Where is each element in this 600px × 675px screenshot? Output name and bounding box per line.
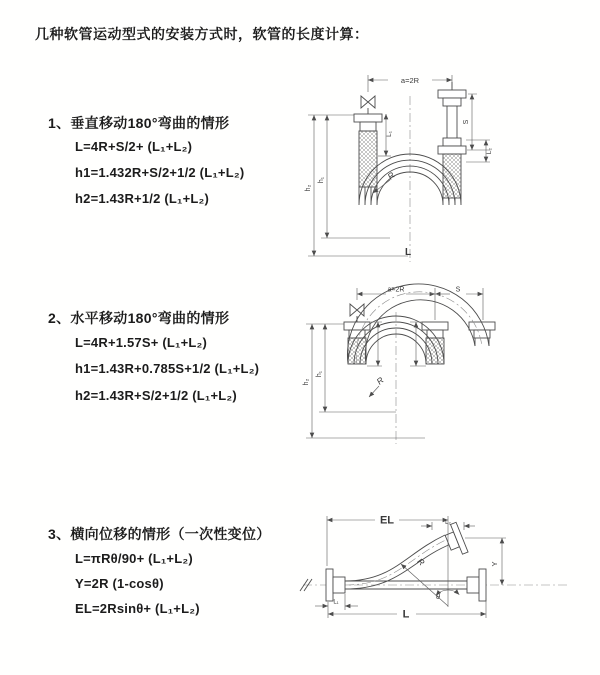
section-2-formula-L: L=4R+1.57S+ (L₁+L₂)	[75, 335, 208, 350]
valve-symbol	[361, 96, 375, 108]
section-3-formula-L: L=πRθ/90+ (L₁+L₂)	[75, 551, 193, 566]
section-1-formula-L: L=4R+S/2+ (L₁+L₂)	[75, 139, 193, 154]
dim-h1-label: h₁	[318, 176, 325, 184]
hose-displaced	[345, 522, 468, 589]
braided-hose-left	[359, 131, 377, 187]
section-2-formula-h1: h1=1.43R+0.785S+1/2 (L₁+L₂)	[75, 361, 260, 376]
left-flange	[326, 569, 345, 601]
braided-hose-middle	[426, 338, 444, 364]
dim-h2-label: h₂	[303, 378, 310, 386]
dim-y-label: Y	[490, 561, 499, 567]
radius-callout	[369, 375, 386, 397]
dim-a2r-label: a=2R	[400, 75, 420, 85]
dim-l2-label: L₂	[486, 147, 493, 155]
radius-label: R	[385, 169, 397, 182]
section-1-formula-h1: h1=1.432R+S/2+1/2 (L₁+L₂)	[75, 165, 245, 180]
length-label: L	[404, 247, 412, 258]
dim-l1-label: L₁	[333, 599, 339, 606]
dim-el-label: EL	[379, 514, 395, 527]
section-3-formula-Y: Y=2R (1-cosθ)	[75, 576, 164, 591]
right-fitting	[438, 82, 466, 198]
section-1-heading: 1、垂直移动180°弯曲的情形	[48, 115, 230, 131]
dim-l2	[466, 140, 493, 162]
section-3-formula-EL: EL=2Rsinθ+ (L₁+L₂)	[75, 601, 200, 616]
dim-a2r	[357, 287, 483, 321]
section-2-heading: 2、水平移动180°弯曲的情形	[48, 310, 230, 326]
dim-l1	[315, 594, 358, 610]
right-fitting	[469, 322, 495, 346]
middle-fitting	[422, 322, 448, 364]
dim-l-label: L	[402, 608, 410, 621]
dim-s-label: S	[455, 286, 461, 294]
diagram-horizontal-180-bend	[300, 282, 595, 462]
dim-s-label: S	[463, 119, 470, 125]
page-title: 几种软管运动型式的安装方式时，软管的长度计算：	[35, 26, 369, 42]
dim-h2-label: h₂	[305, 184, 312, 192]
dim-el	[327, 515, 448, 567]
section-2-formula-h2: h2=1.43R+S/2+1/2 (L₁+L₂)	[75, 388, 237, 403]
section-1-formula-h2: h2=1.43R+1/2 (L₁+L₂)	[75, 191, 210, 206]
dim-l1-label: L₁	[386, 131, 393, 137]
angle-theta-label: θ	[435, 592, 441, 601]
radius-label: R	[415, 556, 427, 568]
diagram-vertical-180-bend	[300, 70, 585, 265]
dim-h1-label: h₁	[316, 370, 323, 378]
dim-a2r-label: a=2R	[387, 286, 405, 294]
valve-symbol	[350, 304, 364, 316]
angle-callout	[436, 590, 459, 601]
dim-a2r	[368, 75, 452, 92]
braided-hose-left	[348, 338, 366, 364]
dim-l2-label: L₂	[445, 520, 451, 526]
section-3-heading: 3、横向位移的情形（一次性变位）	[48, 526, 271, 542]
dim-h1	[318, 115, 390, 238]
radius-label: R	[374, 374, 386, 387]
diagram-lateral-displacement	[295, 498, 600, 658]
dim-l	[328, 598, 486, 621]
